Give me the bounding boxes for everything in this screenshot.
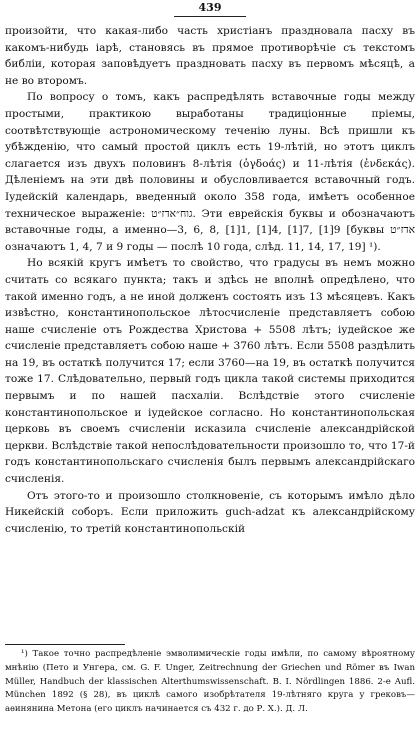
paragraph-1: произойти, что какая-либо часть христіанъ праздновала пасху въ какомъ-нибудь іарѣ, становясь въ прямое противорѣчіе съ текстомъ библіи, которая заповѣдуетъ праздновать пасху въ первомъ мѣсяцѣ, а не во второмъ. bbox=[5, 25, 415, 87]
footnotes bbox=[5, 644, 415, 717]
main-text bbox=[5, 23, 415, 537]
paragraph-2: По вопросу о томъ, какъ распредѣлять вставочные годы между простыми, практикою выработаны традиціонные пріемы, соотвѣтствующіе астрономическому теченію луны. Всѣ пришли къ убѣжденію, что самый простой циклъ есть 19-лѣтій, но этотъ циклъ слагается изъ двухъ половинъ 8-лѣтія (ὀγδοάς) и 11-лѣтія (ἐνδεκάς). Дѣленіемъ на эти двѣ половины и обусловливается вставочный годъ. Іудейскій календарь, введенный около 358 года, имѣетъ особенное техническое выраженіе: גוח״אדז״ט. Эти еврейскія буквы и обозначаютъ вставочные годы, а именно—3, 6, 8, [1]1, [1]4, [1]7, [1]9 [буквы אדז״ט означаютъ 1, 4, 7 и 9 годы — послѣ 10 года, слѣд. 11, 14, 17, 19] ¹). bbox=[5, 91, 416, 253]
footnote-1: ¹) Такое точно распредѣленіе эмволимическіе годы имѣли, по самому вѣроятному мнѣнію (Пето и Унгера, см. G. F. Unger, Zeitrechnung der Griechen und Römer въ Iwan Müller, Handbuch der klassischen Alterthumswissenschaft. B. I. Nördlingen 1886. 2-e Aufl. München 1892 (§ 28), въ циклѣ самого изобрѣтателя 19-лѣтняго круга у грековъ—аѳинянина Метона (его циклъ начинается съ 432 г. до Р. Х.). Д. Л. bbox=[5, 649, 415, 715]
header-rule bbox=[174, 16, 246, 17]
footnote-rule bbox=[5, 644, 125, 645]
page-number: 439 bbox=[198, 1, 222, 14]
paragraph-3: Но всякій кругъ имѣетъ то свойство, что градусы въ немъ можно считать со всякаго пункта; такъ и здѣсь не вполнѣ опредѣлено, что такой именно годъ, а не иной долженъ состоять изъ 13 мѣсяцевъ. Какъ извѣстно, константинопольское лѣтосчисленіе представляетъ собою наше счисленіе отъ Рождества Христова + 5508 лѣтъ; іудейское же счисленіе представляетъ собою наше + 3760 лѣтъ. Если 5508 раздѣлить на 19, въ остаткѣ получится 17; если 3760—на 19, въ остаткѣ получится тоже 17. Слѣдовательно, первый годъ цикла такой системы приходится первымъ и по нашей пасхаліи. Вслѣдствіе этого счисленіе константинопольское и іудейское согласно. Но константинопольская церковь въ своемъ счисленіи исказила счисленіе александрійской церкви. Вслѣдствіе такой непослѣдовательности произошло то, что 17-й годъ константинопольскаго счисленія былъ первымъ александрійскаго счисленія. bbox=[5, 257, 415, 486]
paragraph-4: Отъ этого-то и произошло столкновеніе, съ которымъ имѣло дѣло Никейскій соборъ. Если приложить guch-adzat къ александрійскому счисленію, то третій константинопольскій bbox=[5, 489, 415, 535]
